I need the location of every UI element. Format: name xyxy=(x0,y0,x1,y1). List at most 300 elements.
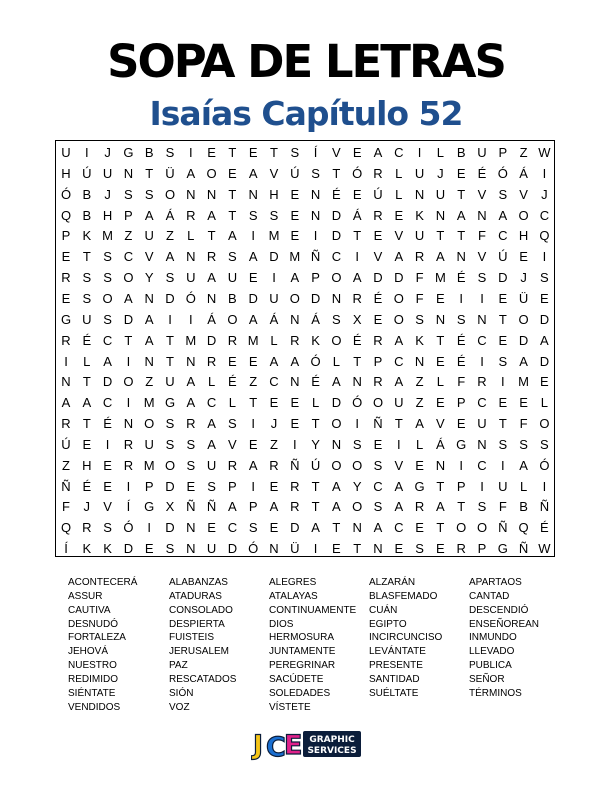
grid-cell[interactable]: S xyxy=(228,249,237,265)
grid-cell[interactable]: I xyxy=(313,228,318,244)
grid-cell[interactable]: I xyxy=(251,228,255,244)
grid-cell[interactable]: C xyxy=(373,478,383,494)
grid-cell[interactable]: O xyxy=(331,416,342,432)
grid-cell[interactable]: H xyxy=(82,457,92,473)
grid-cell[interactable]: É xyxy=(82,478,92,494)
grid-cell[interactable]: G xyxy=(164,395,176,411)
grid-cell[interactable]: I xyxy=(500,374,505,390)
grid-cell[interactable]: H xyxy=(518,228,529,244)
grid-cell[interactable]: P xyxy=(61,228,71,244)
grid-cell[interactable]: D xyxy=(331,207,342,223)
grid-cell[interactable]: E xyxy=(248,353,258,369)
grid-cell[interactable]: L xyxy=(270,332,278,348)
grid-cell[interactable]: S xyxy=(103,270,112,286)
grid-cell[interactable]: N xyxy=(435,207,446,223)
grid-cell[interactable]: N xyxy=(290,374,300,390)
grid-cell[interactable]: T xyxy=(82,416,91,432)
grid-cell[interactable]: O xyxy=(393,311,404,327)
grid-cell[interactable]: E xyxy=(269,478,279,494)
grid-cell[interactable]: T xyxy=(498,311,507,327)
grid-cell[interactable]: Z xyxy=(145,374,154,390)
grid-cell[interactable]: É xyxy=(373,290,383,306)
grid-cell[interactable]: É xyxy=(540,520,549,536)
grid-cell[interactable]: U xyxy=(144,436,154,452)
grid-cell[interactable]: É xyxy=(352,332,362,348)
grid-cell[interactable]: N xyxy=(186,541,196,557)
grid-cell[interactable]: V xyxy=(373,249,383,265)
grid-cell[interactable]: I xyxy=(272,270,276,286)
grid-cell[interactable]: U xyxy=(227,270,238,286)
grid-cell[interactable]: O xyxy=(352,457,363,473)
grid-cell[interactable]: S xyxy=(415,541,424,557)
grid-cell[interactable]: A xyxy=(186,165,196,181)
grid-cell[interactable]: U xyxy=(206,541,217,557)
grid-cell[interactable]: I xyxy=(355,249,359,265)
grid-cell[interactable]: J xyxy=(270,416,278,432)
grid-cell[interactable]: T xyxy=(124,332,133,348)
grid-cell[interactable]: E xyxy=(332,541,341,557)
grid-cell[interactable]: Ó xyxy=(539,457,550,473)
grid-cell[interactable]: S xyxy=(144,186,154,202)
grid-cell[interactable]: É xyxy=(456,332,466,348)
grid-cell[interactable]: Ú xyxy=(498,249,508,265)
grid-cell[interactable]: X xyxy=(352,311,362,327)
grid-cell[interactable]: B xyxy=(82,186,92,202)
grid-cell[interactable]: S xyxy=(332,311,341,327)
grid-cell[interactable]: I xyxy=(480,353,484,369)
grid-cell[interactable]: E xyxy=(290,186,300,202)
grid-cell[interactable]: I xyxy=(292,436,297,452)
grid-cell[interactable]: S xyxy=(498,436,508,452)
grid-cell[interactable]: S xyxy=(165,416,175,432)
grid-cell[interactable]: E xyxy=(456,416,466,432)
grid-cell[interactable]: O xyxy=(372,395,384,411)
grid-cell[interactable]: R xyxy=(373,332,383,348)
grid-cell[interactable]: T xyxy=(228,145,237,160)
grid-cell[interactable]: E xyxy=(373,436,383,452)
grid-cell[interactable]: N xyxy=(456,249,466,265)
grid-cell[interactable]: A xyxy=(332,478,341,494)
grid-cell[interactable]: S xyxy=(207,478,216,494)
grid-cell[interactable]: Ú xyxy=(373,186,383,202)
grid-cell[interactable]: K xyxy=(82,228,92,244)
grid-cell[interactable]: M xyxy=(289,249,301,265)
grid-cell[interactable]: Ñ xyxy=(518,541,529,557)
grid-cell[interactable]: N xyxy=(123,416,134,432)
grid-cell[interactable]: R xyxy=(61,332,71,348)
grid-cell[interactable]: A xyxy=(332,499,341,515)
grid-cell[interactable]: A xyxy=(394,499,404,515)
grid-cell[interactable]: É xyxy=(311,374,320,390)
grid-cell[interactable]: L xyxy=(207,374,216,390)
grid-cell[interactable]: P xyxy=(498,145,508,160)
grid-cell[interactable]: T xyxy=(457,186,466,202)
grid-cell[interactable]: Ó xyxy=(60,186,72,202)
grid-cell[interactable]: D xyxy=(331,395,342,411)
grid-cell[interactable]: É xyxy=(456,270,466,286)
grid-cell[interactable]: Á xyxy=(519,165,528,181)
grid-cell[interactable]: M xyxy=(143,457,155,473)
grid-cell[interactable]: S xyxy=(498,186,508,202)
grid-cell[interactable]: U xyxy=(61,145,71,160)
grid-cell[interactable]: Í xyxy=(126,499,131,515)
grid-cell[interactable]: M xyxy=(247,332,259,348)
grid-cell[interactable]: O xyxy=(227,311,238,327)
grid-cell[interactable]: Ñ xyxy=(290,457,300,473)
grid-cell[interactable]: Ü xyxy=(290,541,300,557)
grid-cell[interactable]: T xyxy=(311,478,320,494)
grid-cell[interactable]: U xyxy=(102,165,113,181)
grid-cell[interactable]: A xyxy=(394,332,404,348)
grid-cell[interactable]: R xyxy=(414,499,425,515)
grid-cell[interactable]: C xyxy=(206,395,217,411)
grid-cell[interactable]: J xyxy=(520,270,527,286)
grid-cell[interactable]: W xyxy=(538,145,551,160)
grid-cell[interactable]: E xyxy=(498,332,508,348)
grid-cell[interactable]: O xyxy=(456,520,467,536)
grid-cell[interactable]: É xyxy=(332,186,341,202)
grid-cell[interactable]: V xyxy=(436,416,445,432)
grid-cell[interactable]: R xyxy=(61,270,71,286)
grid-cell[interactable]: I xyxy=(500,457,505,473)
grid-cell[interactable]: Q xyxy=(60,207,72,223)
grid-cell[interactable]: A xyxy=(186,374,196,390)
grid-cell[interactable]: V xyxy=(477,186,487,202)
grid-cell[interactable]: M xyxy=(518,374,530,390)
grid-cell[interactable]: S xyxy=(165,270,175,286)
grid-cell[interactable]: C xyxy=(331,249,342,265)
grid-cell[interactable]: M xyxy=(434,270,446,286)
grid-cell[interactable]: Á xyxy=(269,311,279,327)
grid-cell[interactable]: E xyxy=(228,165,237,181)
grid-cell[interactable]: C xyxy=(123,249,134,265)
grid-cell[interactable]: T xyxy=(436,478,445,494)
grid-cell[interactable]: E xyxy=(373,228,383,244)
grid-cell[interactable]: S xyxy=(352,436,362,452)
grid-cell[interactable]: É xyxy=(103,416,112,432)
grid-cell[interactable]: Z xyxy=(415,395,424,411)
grid-cell[interactable]: R xyxy=(82,520,92,536)
grid-cell[interactable]: S xyxy=(165,436,175,452)
grid-cell[interactable]: A xyxy=(61,395,71,411)
grid-cell[interactable]: Í xyxy=(64,541,68,557)
grid-cell[interactable]: S xyxy=(165,145,175,160)
grid-cell[interactable]: O xyxy=(539,416,550,432)
grid-cell[interactable]: Ú xyxy=(82,165,92,181)
grid-cell[interactable]: Y xyxy=(352,478,362,494)
grid-cell[interactable]: C xyxy=(539,207,550,223)
grid-cell[interactable]: N xyxy=(310,186,321,202)
grid-cell[interactable]: N xyxy=(331,290,342,306)
grid-cell[interactable]: S xyxy=(415,311,424,327)
grid-cell[interactable]: E xyxy=(519,249,528,265)
grid-cell[interactable]: R xyxy=(373,374,383,390)
grid-cell[interactable]: A xyxy=(311,520,320,536)
grid-cell[interactable]: D xyxy=(331,228,342,244)
grid-cell[interactable]: N xyxy=(435,457,446,473)
grid-cell[interactable]: A xyxy=(290,270,300,286)
grid-cell[interactable]: T xyxy=(228,207,237,223)
grid-cell[interactable]: T xyxy=(166,332,174,348)
grid-cell[interactable]: T xyxy=(332,520,341,536)
grid-cell[interactable]: P xyxy=(248,499,258,515)
grid-cell[interactable]: A xyxy=(248,311,258,327)
grid-cell[interactable]: T xyxy=(249,395,258,411)
grid-cell[interactable]: R xyxy=(61,416,71,432)
grid-cell[interactable]: W xyxy=(538,541,551,557)
grid-cell[interactable]: N xyxy=(352,374,362,390)
grid-cell[interactable]: E xyxy=(394,541,404,557)
grid-cell[interactable]: Q xyxy=(539,228,550,244)
grid-cell[interactable]: D xyxy=(269,249,279,265)
grid-cell[interactable]: S xyxy=(373,457,383,473)
grid-cell[interactable]: U xyxy=(477,416,487,432)
grid-cell[interactable]: Ñ xyxy=(61,478,71,494)
grid-cell[interactable]: D xyxy=(290,520,300,536)
grid-cell[interactable]: S xyxy=(103,520,112,536)
grid-cell[interactable]: A xyxy=(352,270,362,286)
grid-cell[interactable]: É xyxy=(456,353,466,369)
grid-cell[interactable]: E xyxy=(186,478,196,494)
grid-cell[interactable]: S xyxy=(477,499,487,515)
grid-cell[interactable]: I xyxy=(313,541,318,557)
grid-cell[interactable]: H xyxy=(102,207,113,223)
grid-cell[interactable]: Á xyxy=(436,436,445,452)
grid-cell[interactable]: A xyxy=(436,499,445,515)
grid-cell[interactable]: T xyxy=(436,520,445,536)
grid-cell[interactable]: D xyxy=(394,270,404,286)
grid-cell[interactable]: F xyxy=(415,290,424,306)
grid-cell[interactable]: N xyxy=(186,186,196,202)
grid-cell[interactable]: L xyxy=(395,186,403,202)
grid-cell[interactable]: N xyxy=(414,186,425,202)
grid-cell[interactable]: Q xyxy=(60,520,72,536)
grid-cell[interactable]: L xyxy=(187,228,195,244)
grid-cell[interactable]: I xyxy=(480,478,484,494)
grid-cell[interactable]: Ó xyxy=(248,541,259,557)
grid-cell[interactable]: S xyxy=(248,207,258,223)
grid-cell[interactable]: U xyxy=(269,290,279,306)
grid-cell[interactable]: Á xyxy=(352,207,362,223)
grid-cell[interactable]: K xyxy=(103,541,112,557)
grid-cell[interactable]: V xyxy=(394,457,404,473)
grid-cell[interactable]: I xyxy=(84,145,89,160)
grid-cell[interactable]: Z xyxy=(519,145,528,160)
grid-cell[interactable]: A xyxy=(540,332,549,348)
grid-cell[interactable]: E xyxy=(436,290,445,306)
grid-cell[interactable]: Z xyxy=(270,436,278,452)
grid-cell[interactable]: T xyxy=(145,165,154,181)
grid-cell[interactable]: R xyxy=(373,207,383,223)
grid-cell[interactable]: A xyxy=(332,374,341,390)
grid-cell[interactable]: S xyxy=(519,436,528,452)
grid-cell[interactable]: A xyxy=(394,249,404,265)
grid-cell[interactable]: I xyxy=(251,416,255,432)
grid-cell[interactable]: N xyxy=(290,311,300,327)
grid-cell[interactable]: Á xyxy=(311,311,320,327)
grid-cell[interactable]: E xyxy=(352,186,362,202)
grid-cell[interactable]: Ó xyxy=(310,353,321,369)
grid-cell[interactable]: J xyxy=(541,186,548,202)
grid-cell[interactable]: I xyxy=(126,478,131,494)
grid-cell[interactable]: J xyxy=(83,499,91,515)
grid-cell[interactable]: E xyxy=(415,457,424,473)
grid-cell[interactable]: E xyxy=(228,353,237,369)
grid-cell[interactable]: E xyxy=(394,207,404,223)
grid-cell[interactable]: A xyxy=(124,290,133,306)
grid-cell[interactable]: Ú xyxy=(290,165,300,181)
grid-cell[interactable]: O xyxy=(102,290,113,306)
grid-cell[interactable]: Ü xyxy=(165,165,175,181)
grid-cell[interactable]: L xyxy=(83,353,91,369)
grid-cell[interactable]: S xyxy=(269,207,279,223)
grid-cell[interactable]: B xyxy=(456,145,466,160)
grid-cell[interactable]: C xyxy=(498,228,508,244)
grid-cell[interactable]: D xyxy=(123,311,134,327)
grid-cell[interactable]: V xyxy=(477,249,487,265)
grid-cell[interactable]: S xyxy=(290,145,300,160)
grid-cell[interactable]: C xyxy=(394,145,404,160)
grid-cell[interactable]: I xyxy=(168,311,172,327)
grid-cell[interactable]: A xyxy=(207,436,216,452)
grid-cell[interactable]: F xyxy=(519,416,528,432)
grid-cell[interactable]: S xyxy=(540,270,549,286)
grid-cell[interactable]: D xyxy=(206,332,217,348)
grid-cell[interactable]: Z xyxy=(415,374,424,390)
grid-cell[interactable]: T xyxy=(270,145,278,160)
grid-cell[interactable]: I xyxy=(396,436,401,452)
grid-cell[interactable]: B xyxy=(82,207,92,223)
grid-cell[interactable]: É xyxy=(82,332,92,348)
grid-cell[interactable]: O xyxy=(123,270,134,286)
grid-cell[interactable]: I xyxy=(188,311,193,327)
grid-cell[interactable]: R xyxy=(186,416,196,432)
grid-cell[interactable]: N xyxy=(477,207,487,223)
grid-cell[interactable]: T xyxy=(436,228,445,244)
grid-cell[interactable]: D xyxy=(539,311,550,327)
grid-cell[interactable]: B xyxy=(144,145,154,160)
grid-cell[interactable]: A xyxy=(207,416,216,432)
grid-cell[interactable]: G xyxy=(144,499,155,515)
grid-cell[interactable]: É xyxy=(477,165,487,181)
grid-cell[interactable]: T xyxy=(498,416,507,432)
grid-cell[interactable]: O xyxy=(352,499,363,515)
grid-cell[interactable]: O xyxy=(144,416,155,432)
grid-cell[interactable]: D xyxy=(248,290,258,306)
grid-cell[interactable]: N xyxy=(186,249,196,265)
grid-cell[interactable]: A xyxy=(456,207,466,223)
grid-cell[interactable]: S xyxy=(248,520,258,536)
grid-cell[interactable]: U xyxy=(82,311,92,327)
grid-cell[interactable]: A xyxy=(394,374,404,390)
grid-cell[interactable]: S xyxy=(373,499,383,515)
grid-cell[interactable]: E xyxy=(290,228,300,244)
grid-cell[interactable]: D xyxy=(165,290,175,306)
grid-cell[interactable]: A xyxy=(373,520,383,536)
grid-cell[interactable]: T xyxy=(228,186,237,202)
grid-cell[interactable]: L xyxy=(519,478,528,494)
grid-cell[interactable]: N xyxy=(310,207,321,223)
grid-cell[interactable]: N xyxy=(477,311,487,327)
grid-cell[interactable]: N xyxy=(123,165,134,181)
grid-cell[interactable]: N xyxy=(61,374,71,390)
grid-cell[interactable]: N xyxy=(206,186,217,202)
grid-cell[interactable]: A xyxy=(144,332,154,348)
grid-cell[interactable]: C xyxy=(477,457,487,473)
grid-cell[interactable]: A xyxy=(144,311,154,327)
grid-cell[interactable]: M xyxy=(143,395,155,411)
grid-cell[interactable]: A xyxy=(248,165,258,181)
grid-cell[interactable]: N xyxy=(414,353,425,369)
grid-cell[interactable]: Í xyxy=(313,145,318,160)
grid-cell[interactable]: D xyxy=(310,290,321,306)
grid-cell[interactable]: R xyxy=(456,541,466,557)
grid-cell[interactable]: Z xyxy=(62,457,70,473)
grid-cell[interactable]: I xyxy=(355,416,359,432)
grid-cell[interactable]: E xyxy=(248,270,258,286)
grid-cell[interactable]: R xyxy=(352,290,362,306)
grid-cell[interactable]: T xyxy=(82,249,91,265)
grid-cell[interactable]: A xyxy=(269,353,279,369)
grid-cell[interactable]: R xyxy=(227,457,238,473)
grid-cell[interactable]: I xyxy=(64,353,68,369)
grid-cell[interactable]: O xyxy=(206,165,217,181)
grid-cell[interactable]: R xyxy=(373,165,383,181)
grid-cell[interactable]: Z xyxy=(124,228,133,244)
grid-cell[interactable]: P xyxy=(373,353,383,369)
grid-cell[interactable]: Ó xyxy=(497,165,508,181)
grid-cell[interactable]: T xyxy=(207,228,216,244)
grid-cell[interactable]: K xyxy=(311,332,320,348)
grid-cell[interactable]: T xyxy=(394,416,403,432)
grid-cell[interactable]: L xyxy=(540,395,548,411)
grid-cell[interactable]: D xyxy=(373,270,383,286)
grid-cell[interactable]: N xyxy=(248,186,258,202)
grid-cell[interactable]: O xyxy=(123,374,134,390)
grid-cell[interactable]: E xyxy=(103,457,112,473)
grid-cell[interactable]: C xyxy=(227,520,238,536)
grid-cell[interactable]: E xyxy=(144,541,154,557)
grid-cell[interactable]: F xyxy=(457,374,466,390)
grid-cell[interactable]: S xyxy=(124,186,133,202)
grid-cell[interactable]: C xyxy=(102,332,113,348)
grid-cell[interactable]: I xyxy=(188,145,193,160)
grid-cell[interactable]: U xyxy=(498,478,508,494)
grid-cell[interactable]: R xyxy=(206,249,217,265)
grid-cell[interactable]: C xyxy=(477,332,487,348)
grid-cell[interactable]: R xyxy=(269,457,279,473)
grid-cell[interactable]: A xyxy=(186,395,196,411)
grid-cell[interactable]: E xyxy=(103,478,112,494)
grid-cell[interactable]: P xyxy=(228,478,237,494)
grid-cell[interactable]: A xyxy=(248,249,258,265)
grid-cell[interactable]: J xyxy=(104,186,111,202)
grid-cell[interactable]: E xyxy=(61,249,71,265)
grid-cell[interactable]: S xyxy=(477,270,487,286)
grid-cell[interactable]: E xyxy=(436,541,445,557)
grid-cell[interactable]: A xyxy=(103,353,112,369)
grid-cell[interactable]: N xyxy=(144,290,154,306)
grid-cell[interactable]: O xyxy=(331,457,342,473)
grid-cell[interactable]: D xyxy=(102,374,113,390)
grid-cell[interactable]: L xyxy=(228,395,236,411)
grid-cell[interactable]: E xyxy=(456,165,466,181)
grid-cell[interactable]: S xyxy=(311,165,320,181)
grid-cell[interactable]: E xyxy=(415,520,424,536)
grid-cell[interactable]: K xyxy=(415,207,424,223)
grid-cell[interactable]: I xyxy=(542,165,547,181)
grid-cell[interactable]: A xyxy=(290,353,300,369)
